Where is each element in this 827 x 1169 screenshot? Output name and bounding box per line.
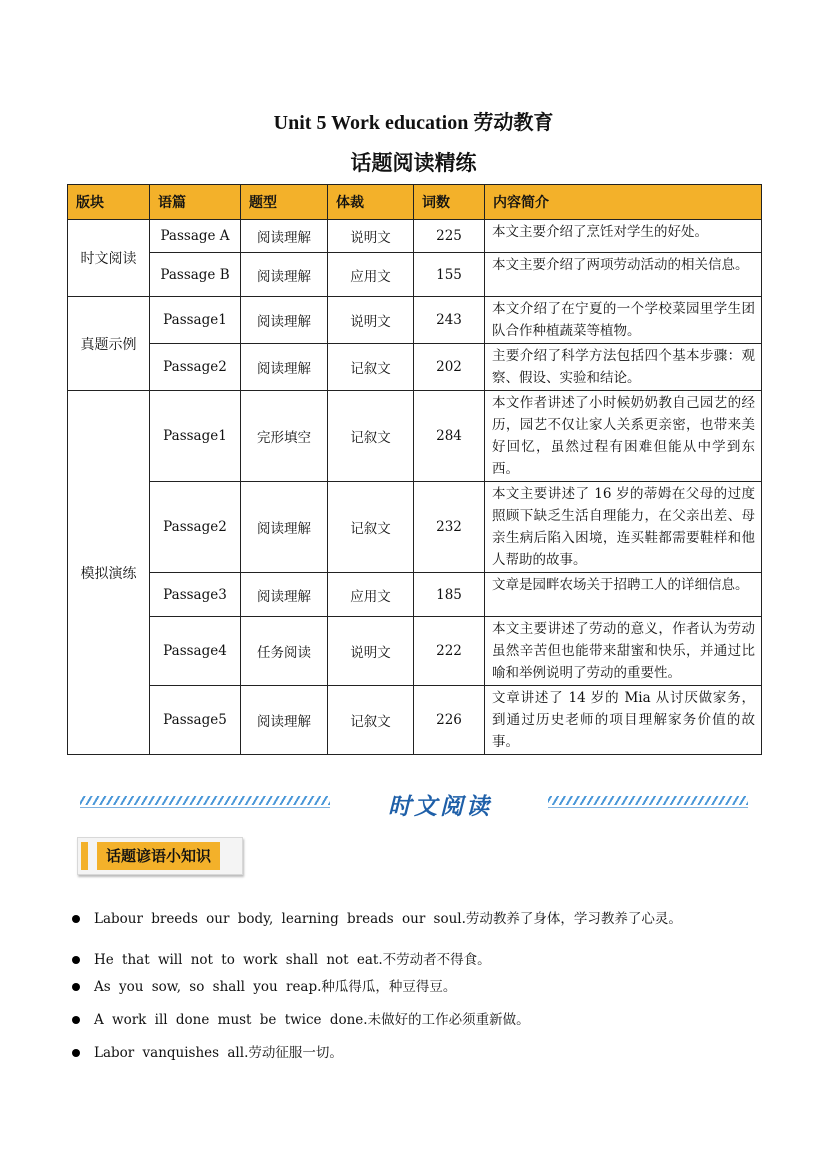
words-cell: 232 — [414, 482, 485, 573]
proverb-text: Labor vanquishes all.劳动征服一切。 — [94, 1045, 343, 1061]
genre-cell: 应用文 — [328, 573, 414, 617]
bullet-icon — [72, 956, 80, 964]
type-cell: 阅读理解 — [241, 686, 328, 755]
proverb-text: A work ill done must be twice done.未做好的工作必须重新做。 — [94, 1012, 530, 1028]
summary-cell: 文章是园畔农场关于招聘工人的详细信息。 — [485, 573, 762, 617]
banner-line-left — [80, 807, 330, 808]
col-header-word-count: 词数 — [414, 185, 485, 220]
proverb-text: As you sow, so shall you reap.种瓜得瓜，种豆得豆。 — [94, 979, 457, 995]
col-header-section: 版块 — [68, 185, 150, 220]
type-cell: 阅读理解 — [241, 573, 328, 617]
table-header-row — [68, 185, 762, 220]
words-cell: 225 — [414, 220, 485, 253]
type-cell: 阅读理解 — [241, 344, 328, 391]
bullet-icon — [72, 983, 80, 991]
table-row — [68, 686, 762, 755]
section-label: 模拟演练 — [68, 391, 150, 755]
list-item — [72, 1008, 530, 1028]
table-row — [68, 253, 762, 297]
proverb-text: He that will not to work shall not eat.不劳动者不得食。 — [94, 952, 491, 968]
list-item — [72, 975, 456, 995]
words-cell: 155 — [414, 253, 485, 297]
table-row — [68, 617, 762, 686]
table-row — [68, 482, 762, 573]
genre-cell: 应用文 — [328, 253, 414, 297]
passage-cell: Passage3 — [150, 573, 241, 617]
type-cell: 阅读理解 — [241, 297, 328, 344]
bullet-icon — [72, 1016, 80, 1024]
genre-cell: 记叙文 — [328, 344, 414, 391]
tag-accent-bar — [81, 842, 88, 870]
summary-cell: 本文主要讲述了劳动的意义，作者认为劳动虽然辛苦但也能带来甜蜜和快乐，并通过比喻和举例说明了劳动的重要性。 — [485, 617, 762, 686]
words-cell: 202 — [414, 344, 485, 391]
passage-cell: Passage1 — [150, 297, 241, 344]
passage-cell: Passage B — [150, 253, 241, 297]
list-item — [72, 948, 491, 968]
bullet-icon — [72, 915, 80, 923]
banner-stripe-left — [80, 796, 330, 805]
genre-cell: 说明文 — [328, 617, 414, 686]
col-header-question-type: 题型 — [241, 185, 328, 220]
summary-cell: 本文主要介绍了两项劳动活动的相关信息。 — [485, 253, 762, 297]
table-row — [68, 344, 762, 391]
passage-summary-table — [67, 184, 762, 755]
type-cell: 任务阅读 — [241, 617, 328, 686]
document-title: Unit 5 Work education 劳动教育 — [273, 112, 554, 134]
words-cell: 222 — [414, 617, 485, 686]
type-cell: 阅读理解 — [241, 482, 328, 573]
proverbs-tag — [77, 837, 243, 875]
tag-label: 话题谚语小知识 — [97, 842, 220, 870]
list-item — [72, 1041, 343, 1061]
genre-cell: 说明文 — [328, 220, 414, 253]
passage-cell: Passage2 — [150, 344, 241, 391]
passage-cell: Passage1 — [150, 391, 241, 482]
genre-cell: 记叙文 — [328, 391, 414, 482]
genre-cell: 说明文 — [328, 297, 414, 344]
table-row — [68, 297, 762, 344]
bullet-icon — [72, 1049, 80, 1057]
summary-cell: 本文介绍了在宁夏的一个学校菜园里学生团队合作种植蔬菜等植物。 — [485, 297, 762, 344]
section-label: 时文阅读 — [68, 220, 150, 297]
col-header-genre: 体裁 — [328, 185, 414, 220]
genre-cell: 记叙文 — [328, 482, 414, 573]
document-subtitle: 话题阅读精练 — [350, 150, 477, 175]
type-cell: 完形填空 — [241, 391, 328, 482]
summary-cell: 文章讲述了 14 岁的 Mia 从讨厌做家务，到通过历史老师的项目理解家务价值的故事。 — [485, 686, 762, 755]
table-row — [68, 573, 762, 617]
passage-cell: Passage5 — [150, 686, 241, 755]
section-banner — [0, 788, 827, 828]
type-cell: 阅读理解 — [241, 253, 328, 297]
passage-cell: Passage2 — [150, 482, 241, 573]
proverb-text: Labour breeds our body, learning breads our soul.劳动教养了身体，学习教养了心灵。 — [94, 911, 682, 927]
table-row — [68, 220, 762, 253]
words-cell: 226 — [414, 686, 485, 755]
words-cell: 284 — [414, 391, 485, 482]
summary-cell: 本文作者讲述了小时候奶奶教自己园艺的经历，园艺不仅让家人关系更亲密，也带来美好回忆，虽然过程有困难但能从中学到东西。 — [485, 391, 762, 482]
col-header-passage: 语篇 — [150, 185, 241, 220]
passage-cell: Passage4 — [150, 617, 241, 686]
type-cell: 阅读理解 — [241, 220, 328, 253]
banner-title: 时文阅读 — [388, 793, 492, 820]
summary-cell: 本文主要介绍了烹饪对学生的好处。 — [485, 220, 762, 253]
banner-line-right — [548, 807, 748, 808]
col-header-summary: 内容简介 — [485, 185, 762, 220]
list-item — [72, 907, 682, 927]
section-label: 真题示例 — [68, 297, 150, 391]
summary-cell: 主要介绍了科学方法包括四个基本步骤：观察、假设、实验和结论。 — [485, 344, 762, 391]
table-row — [68, 391, 762, 482]
genre-cell: 记叙文 — [328, 686, 414, 755]
summary-cell: 本文主要讲述了 16 岁的蒂姆在父母的过度照顾下缺乏生活自理能力，在父亲出差、母亲生病后陷入困境，连买鞋都需要鞋样和他人帮助的故事。 — [485, 482, 762, 573]
banner-stripe-right — [548, 796, 748, 805]
passage-cell: Passage A — [150, 220, 241, 253]
words-cell: 185 — [414, 573, 485, 617]
words-cell: 243 — [414, 297, 485, 344]
